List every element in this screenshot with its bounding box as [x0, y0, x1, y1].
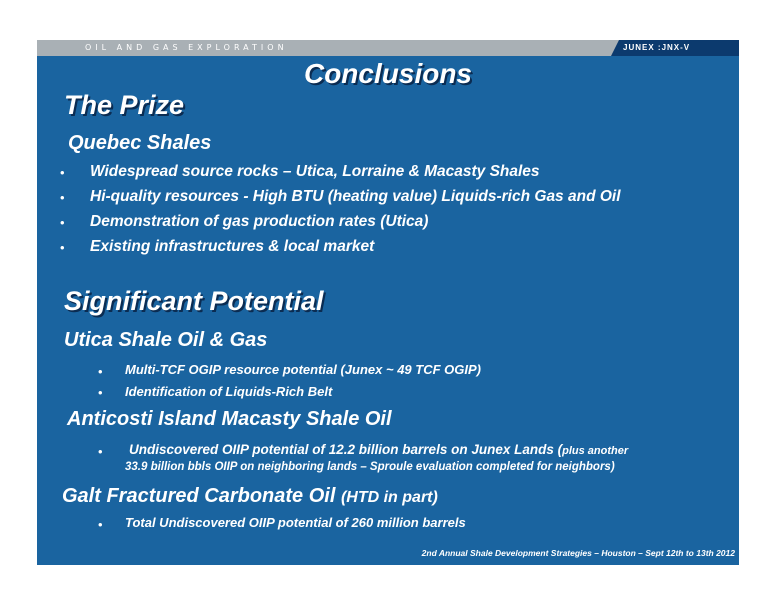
prize-bullet-4: Existing infrastructures & local market [90, 238, 375, 255]
ticker-label: JUNEX :JNX-V [623, 43, 691, 52]
galt-bullet-1: Total Undiscovered OIIP potential of 260 million barrels [125, 515, 466, 530]
bullet: • [98, 444, 103, 459]
bullet: • [98, 517, 103, 532]
prize-bullet-1: Widespread source rocks – Utica, Lorraine & Macasty Shales [90, 163, 540, 180]
bullet: • [60, 165, 65, 180]
slide-title: Conclusions [303, 58, 472, 89]
galt-heading-main: Galt Fractured Carbonate Oil [62, 485, 336, 507]
galt-heading-suffix: (HTD in part) [340, 489, 438, 506]
prize-heading: The Prize [64, 90, 185, 120]
anticosti-bullet-line-1 [129, 442, 628, 457]
anticosti-line-1-main: Undiscovered OIIP potential of 12.2 billion barrels on Junex Lands ( [129, 442, 563, 457]
footer-text: 2nd Annual Shale Development Strategies – Houston – Sept 12th to 13th 2012 [421, 548, 735, 558]
header-label: OIL AND GAS EXPLORATION [85, 43, 288, 52]
galt-heading [62, 485, 438, 508]
bullet: • [98, 364, 103, 379]
utica-bullet-2: Identification of Liquids-Rich Belt [125, 384, 333, 399]
utica-bullet-1: Multi-TCF OGIP resource potential (Junex ~ 49 TCF OGIP) [125, 362, 481, 377]
bullet: • [60, 240, 65, 255]
quebec-shales-heading: Quebec Shales [68, 132, 212, 154]
bullet: • [98, 385, 103, 400]
prize-bullet-2: Hi-quality resources - High BTU (heating value) Liquids-rich Gas and Oil [90, 188, 621, 205]
footer-note [37, 548, 739, 558]
anticosti-bullet-line-2: 33.9 billion bbls OIIP on neighboring lands – Sproule evaluation completed for neighbors) [125, 461, 615, 473]
anticosti-line-1-small: plus another [562, 445, 629, 457]
bullet: • [60, 215, 65, 230]
potential-heading: Significant Potential [64, 286, 324, 316]
prize-bullet-3: Demonstration of gas production rates (Utica) [90, 213, 429, 230]
bullet: • [60, 190, 65, 205]
anticosti-heading: Anticosti Island Macasty Shale Oil [67, 408, 392, 430]
utica-heading: Utica Shale Oil & Gas [64, 329, 268, 351]
